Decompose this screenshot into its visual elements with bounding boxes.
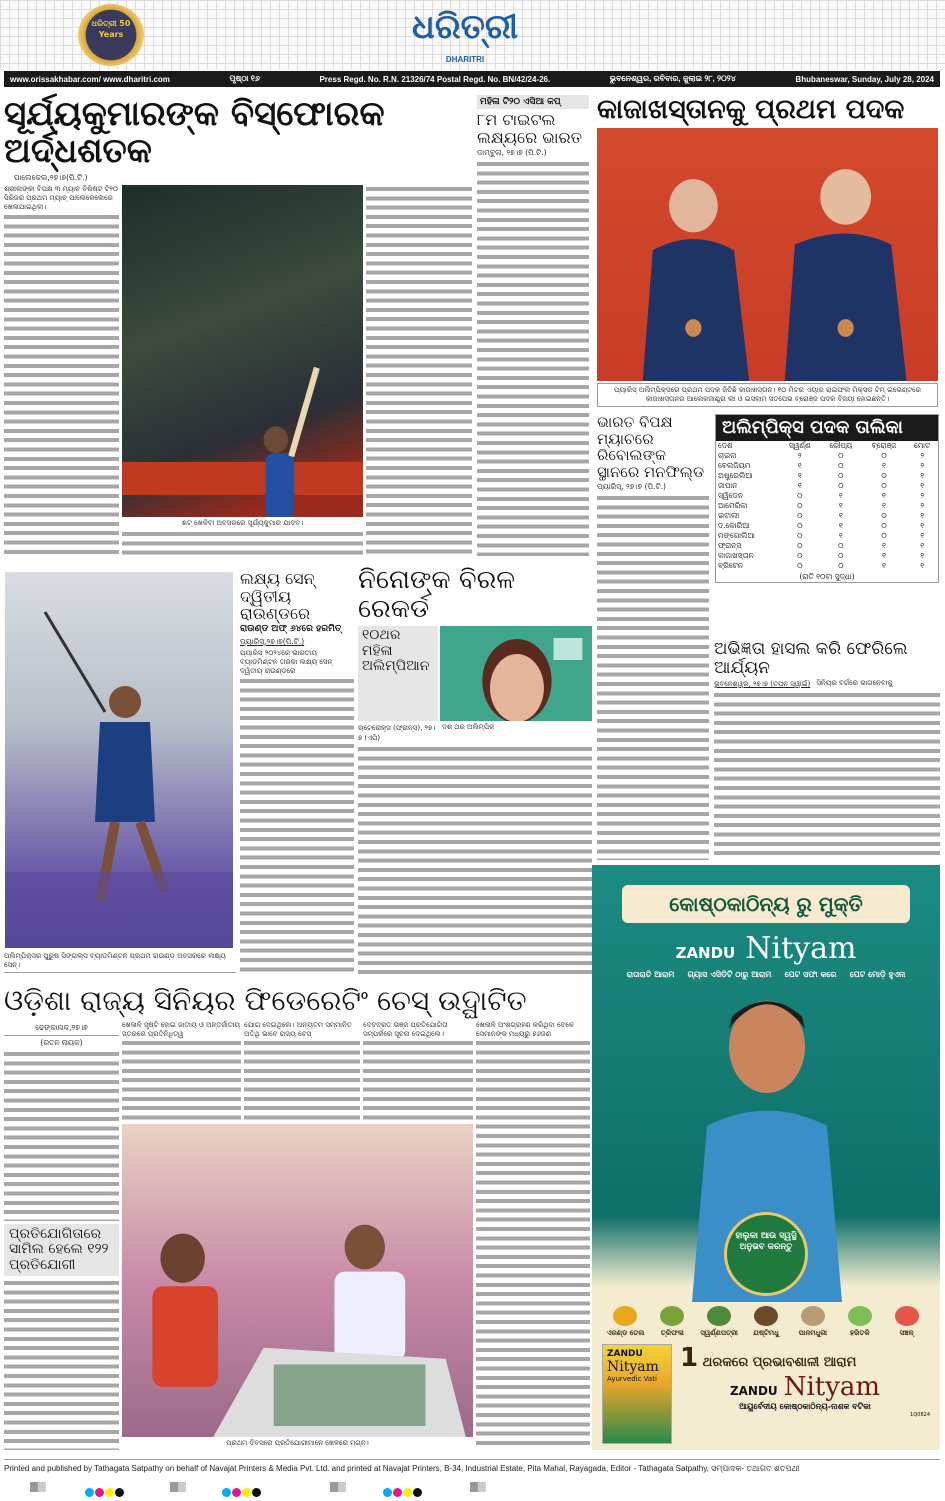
medal-cell: ୦: [838, 551, 844, 560]
ninon-feature-row: [358, 626, 592, 721]
medal-cell: ୦: [797, 561, 803, 570]
india-match-body: [597, 494, 709, 860]
medal-row: [716, 461, 938, 471]
india-match-article: [597, 414, 709, 860]
medal-cell: ୧: [882, 501, 886, 510]
ad-ingredient: [789, 1306, 836, 1338]
ninon-byline: ଚାଟେରୋକ୍ସ (ଫ୍ରାନ୍ସ), ୨୭।୭ (ଏପି): [358, 724, 436, 743]
aryan-headline: ଅଭିଜ୍ଞତା ହାସଲ କରି ଫେରିଲେ ଆର୍ଯ୍ୟନ: [714, 639, 908, 678]
medal-cell: ୦: [838, 461, 844, 470]
footer-imprint: Printed and published by Tathagata Satpathy on behalf of Navajat Printers & Media Pvt. Ltd. and printed at Navajat Printers, B-34, Industrial Estate, Pita Mahal, Rayagada, Editor - Tathagata Satpathy, ସମ୍ପାଦକ- ତଥାଗତ ଶତପଥୀ: [4, 1464, 800, 1473]
logo-text: ଧରିତ୍ରୀ: [411, 7, 519, 47]
ninon-subhead: ୧୦ଥର ମହିଳା ଅଲିମ୍ପିଆନ: [358, 626, 438, 721]
t20-body: [477, 160, 589, 556]
medal-cell: ଅଷ୍ଟ୍ରେଲିଆ: [718, 471, 753, 480]
medal-row: [716, 501, 938, 511]
lakshya-article: [240, 570, 354, 976]
ninon-byline-row: [358, 721, 592, 745]
medal-cell: ଇଟାଲୀ: [718, 511, 740, 520]
chess-col4-text: ଖେଳାଳି ଅଂଶଗ୍ରହଣ କରିଥିବା ବେଳେ ସେମାନଙ୍କ ମଧ୍ୟରୁ ୭୬ଜଣ: [476, 1020, 574, 1039]
chess-caption: ପ୍ରଥମ ଦିବସରେ ପ୍ରତିଯୋଗୀମାନେ ଖେଳରେ ମଗ୍ନ।: [226, 1439, 369, 1447]
registration-square: [170, 1482, 186, 1492]
ingredient-icon: [848, 1306, 872, 1326]
lakshya-headline: ଲକ୍ଷ୍ୟ ସେନ୍ ଦ୍ୱିତୀୟ ରାଉଣ୍ଡରେ: [240, 569, 315, 624]
t20-headline: ୮ମ ଟାଇଟଲ ଲକ୍ଷ୍ୟରେ ଭାରତ: [477, 110, 583, 147]
medal-cell: ୦: [881, 451, 887, 460]
chess-byline: ଢେଙ୍କାନାଳ,୨୭।୭: [4, 1021, 119, 1036]
suryakumar-photo: [122, 185, 363, 517]
medal-cell: ୧: [920, 551, 925, 560]
registration-marks: [0, 1482, 945, 1494]
lakshya-subhead: ରାଉଣ୍ଡ ଅଫ୍ ୬୪ରେ ହରମିତ୍: [240, 623, 342, 634]
medal-cell: ୦: [838, 561, 844, 570]
ingredient-icon: [613, 1306, 637, 1326]
anniversary-logo: ଧରିତ୍ରୀ 50 Years: [78, 4, 144, 66]
ad-ingredient: [883, 1306, 930, 1338]
medal-cell: ୦: [838, 481, 844, 490]
t20-byline: ଡାମ୍ବୁଲା, ୨୭।୭ (ପି.ଟି.): [477, 148, 547, 158]
ad-ingredient: [696, 1306, 743, 1338]
suryakumar-columns: [4, 185, 472, 556]
ad-product: Nityam: [745, 931, 857, 966]
ingredient-label: ଏରଣ୍ଡ ତେଲ: [606, 1329, 645, 1337]
lakshya-caption: ଅଲିମ୍ପିକ୍ସର ପୁରୁଷ ସିଙ୍ଗଲ୍ସ ବ୍ୟାଡମିଣ୍ଟନ ପ୍ରଥମ ରାଉଣ୍ଡ ଅବସରରେ ଲକ୍ଷ୍ୟ ସେନ୍।: [4, 950, 236, 973]
suryakumar-byline: ପାଲେକେଲ,୨୭।୭(ପି.ଟି.): [14, 172, 88, 182]
ingredient-icon: [754, 1306, 778, 1326]
medal-cell: ବ୍ରିଟେନ: [718, 561, 743, 570]
chess-middle: [122, 1021, 473, 1450]
ad-benefits: [622, 970, 910, 980]
medal-cell: ଚାଇନା: [718, 451, 737, 460]
ad-tagline-number: 1: [680, 1343, 699, 1373]
suryakumar-body-right: [366, 185, 472, 556]
ad-subtitle: ଆୟୁର୍ବେଦୀୟ କୋଷ୍ଠକାଠିନ୍ୟ-ନାଶକ ବଟିକା: [739, 1402, 871, 1411]
medal-cell: ୧: [797, 471, 802, 480]
medal-cell: ୦: [797, 501, 803, 510]
medal-cell: ୦: [797, 511, 803, 520]
lakshya-byline: ପ୍ୟାରିସ୍,୨୭।୭(ପି.ଟି.): [240, 636, 305, 646]
medal-row: [716, 511, 938, 521]
kazakhstan-article: [597, 95, 938, 407]
medal-cell: ୧: [882, 541, 886, 550]
chess-body-left-bottom: [4, 1279, 119, 1450]
medal-row: [716, 491, 938, 501]
ad-ingredient: [602, 1306, 649, 1338]
zandu-nityam-ad[interactable]: [592, 865, 940, 1450]
ad-bottom: [602, 1344, 930, 1444]
date: Bhubaneswar, Sunday, July 28, 2024: [795, 74, 934, 84]
registration-square: [330, 1482, 346, 1492]
color-dots: [222, 1482, 262, 1501]
ninon-headline: ନିନୋଙ୍କ ବିରଳ ରେକର୍ଡ: [358, 565, 516, 624]
ninon-body: [358, 745, 592, 976]
text-lines: [476, 1039, 590, 1450]
medal-cell: ୨: [920, 461, 925, 470]
medal-header: ମୋଟ: [914, 441, 931, 450]
ad-hero: [602, 980, 930, 1302]
medal-row: [716, 531, 938, 541]
medal-table-note: (ରାତି ୧୦ଟା ସୁଦ୍ଧା): [799, 572, 855, 581]
medal-cell: ୦: [881, 531, 887, 540]
medal-cell: ସ୍ୱିଡେନ: [718, 491, 744, 500]
chess-col3-text: ଦେବବ୍ରତ ଭଞ୍ଜ ପ୍ରତିଯୋଗିତା ସମ୍ପର୍କରେ ସୂଚନା ଦେଇଥିଲେ।: [363, 1020, 448, 1039]
medal-header: ସ୍ୱର୍ଣ୍ଣ: [788, 441, 811, 450]
india-match-byline: ପ୍ୟାରିସ୍, ୨୭।୭ (ପି.ଟି.): [597, 482, 666, 491]
ad-ingredient: [743, 1306, 790, 1338]
medal-cell: ୧: [882, 551, 886, 560]
medal-cell: ୦: [838, 541, 844, 550]
ad-product-2: Nityam: [783, 1372, 881, 1402]
color-dots: [383, 1482, 423, 1501]
newspaper-logo: [365, 2, 565, 68]
ingredient-label: ପାନମଧୁରୀ: [798, 1329, 828, 1337]
medal-cell: ଫ୍ରାନ୍ସ: [718, 541, 742, 550]
ad-benefit: ପେଟ ସଫା କରେ: [784, 970, 837, 979]
ad-badge: ହାଲୁକା ଆଉ ସ୍ୱସ୍ଥି ଅନୁଭବ କରନ୍ତୁ: [724, 1212, 808, 1296]
ingredient-label: ସଞ୍ଚଳ୍: [899, 1329, 914, 1337]
ad-brand-row-2: [680, 1372, 930, 1402]
chess-col1: [122, 1021, 241, 1121]
ad-banner: କୋଷ୍ଠକାଠିନ୍ୟ ରୁ ମୁକ୍ତି: [622, 885, 910, 923]
medal-cell: ୧: [838, 491, 843, 500]
chess-reporter: (ରତନ ନାୟକ): [40, 1037, 83, 1047]
suryakumar-article: [4, 96, 472, 556]
suryakumar-headline: ସୂର୍ଯ୍ୟକୁମାରଙ୍କ ବିସ୍ଫୋରକ ଅର୍ଦ୍ଧଶତକ: [4, 94, 385, 172]
ad-benefit: ରାତାରାତି ଆରାମ: [626, 970, 675, 979]
suryakumar-body: [4, 185, 119, 556]
color-dots: [85, 1482, 125, 1501]
medal-row: [716, 551, 938, 561]
medal-cell: କାଜାଖସ୍ତାନ: [718, 551, 754, 560]
ninon-lead: ଦଶ ଥର ଅଲିମ୍ପିକ: [442, 723, 495, 732]
medal-cell: ୦: [881, 521, 887, 530]
logo-subtext: DHARITRI: [445, 55, 485, 64]
ingredient-icon: [801, 1306, 825, 1326]
chess-col1-text: ଖେଳାଳି ସୃଷ୍ଟି ହୋଇ ଜାତୀୟ ଓ ଅନ୍ତର୍ଜାତୀୟ ସ୍ତରରେ ପ୍ରତିନିଧିତ୍ୱ: [122, 1020, 241, 1039]
kazakhstan-photo: [597, 128, 938, 381]
medal-cell: ଦ.କୋରିଆ: [718, 521, 750, 530]
medal-cell: ଆମେରିକା: [718, 501, 748, 510]
odia-date: ଭୁବନେଶ୍ୱର, ରବିବାର, ଜୁଲାଇ ୨୮, ୨୦୨୪: [609, 74, 736, 83]
pack-label: Ayurvedic Vati: [607, 1375, 657, 1383]
medal-row: [716, 451, 938, 461]
ingredient-icon: [895, 1306, 919, 1326]
ingredient-label: ହରିତକି: [849, 1329, 870, 1337]
aryan-body: [714, 691, 940, 860]
medal-cell: ୧: [838, 521, 843, 530]
medal-row: [716, 481, 938, 491]
medal-cell: ୧: [797, 481, 802, 490]
aryan-lead: ସିନିୟର ବର୍ଗରେ ଭାଗନେବାକୁ: [816, 679, 893, 688]
ninon-article: [358, 566, 592, 976]
ad-brand-row: [602, 931, 930, 966]
ad-ingredient: [836, 1306, 883, 1338]
registration-square: [30, 1482, 46, 1492]
chess-col2-text: ଯୋଗ ଦେଇଥିଲେ। ଅନ୍ୟତମ ସମ୍ମାନିତ ଅତିଥି ଭାବେ ରାଜ୍ୟ ଚେସ୍: [244, 1020, 352, 1039]
chess-top-columns: [122, 1021, 473, 1121]
medal-cell: ୦: [797, 541, 803, 550]
chess-photo: [122, 1124, 473, 1437]
medal-cell: ୧: [882, 491, 886, 500]
medal-cell: ୧: [838, 501, 843, 510]
text-lines: [363, 1039, 473, 1120]
suryakumar-photo-column: [122, 185, 363, 556]
lakshya-body: [240, 677, 354, 976]
india-match-headline: ଭାରତ ବିପକ୍ଷ ମ୍ୟାଚରେ ରିବୋଲଙ୍କ ସ୍ଥାନରେ ମନଫିଲ୍ଡ: [597, 413, 705, 481]
medal-cell: ୦: [881, 511, 887, 520]
medal-cell: ୦: [797, 521, 803, 530]
medal-cell: ୦: [838, 451, 844, 460]
medal-cell: ୨: [920, 451, 925, 460]
medal-cell: ୦: [797, 491, 803, 500]
medal-table: [715, 414, 939, 583]
website[interactable]: www.orissakhabar.com/ www.dharitri.com: [10, 74, 170, 84]
medal-cell: ୧: [838, 511, 843, 520]
chess-col4: [476, 1021, 590, 1450]
text-lines: [244, 1039, 360, 1120]
registration-square: [470, 1482, 486, 1492]
suryakumar-caption: ଶଟ୍ ଖେଳିବା ଅବସରରେ ସୂର୍ଯ୍ୟକୁମାର ଯାଦବ।: [181, 519, 304, 527]
t20-article: [477, 95, 589, 556]
suryakumar-body-bottom: [122, 530, 363, 556]
text-lines: [4, 213, 119, 556]
ad-ingredient: [649, 1306, 696, 1338]
medal-cell: ୦: [797, 531, 803, 540]
medal-cell: ୧: [920, 561, 925, 570]
aryan-article: [714, 640, 940, 860]
aryan-byline: ଭୁବନେଶ୍ୱର, ୨୭।୭ (ତପନ ସ୍ୱାଇଁ): [714, 680, 811, 689]
ad-ingredients: [602, 1306, 930, 1338]
medal-cell: ୦: [838, 471, 844, 480]
medal-row: [716, 561, 938, 571]
medal-cell: ୨: [920, 501, 925, 510]
suryakumar-lead: ଶ୍ରୀଲଙ୍କା ବିପକ୍ଷ ୩ ମ୍ୟାଚ ବିଶିଷ୍ଟ ଟି୨୦ ସିରିଜର ପ୍ରଥମ ମ୍ୟାଚ୍ ପାଲେକେଲେରେ ଖେଳାଯାଇଥିଲା।: [4, 184, 118, 212]
medal-header: ଦେଶ: [718, 441, 733, 450]
ingredient-icon: [707, 1306, 731, 1326]
ad-product-pack: [602, 1344, 672, 1444]
page-number: ପୃଷ୍ଠା ୧୬: [229, 74, 260, 83]
ad-tagline-text: ଥରକରେ ପ୍ରଭାବଶାଳୀ ଆରାମ: [702, 1355, 857, 1370]
kazakhstan-caption: ପ୍ୟାରିସ୍ ଅଲିମ୍ପିକ୍ସରେ ପ୍ରଥମ ପଦକ ଜିତିଛି କାଜାଖସ୍ତାନ। ୧୦ ମିଟର ଏୟାର ରାଇଫଲ ମିକ୍ସଡ ଟିମ୍ ଇଭେଣ୍ଟରେ କାଜାଖସ୍ତାନର ଆଲେକଜାଣ୍ଡ୍ରା ଲୀ ଓ ଇସଲାମ ସତପେଭ ବ୍ରୋଞ୍ଜ ପଦକ ବିଜୟୀ ହୋଇଛନ୍ତି।: [597, 383, 938, 407]
medal-cell: ୦: [881, 471, 887, 480]
medal-cell: ବେଲଜିୟମ: [718, 461, 751, 470]
medal-cell: ୧: [920, 521, 925, 530]
medal-table-grid: [716, 441, 938, 571]
ad-tagline: [680, 1344, 930, 1372]
medal-cell: ୧: [920, 531, 925, 540]
kazakhstan-headline: କାଜାଖସ୍ତାନକୁ ପ୍ରଥମ ପଦକ: [597, 94, 905, 125]
t20-kicker: ମହିଳା ଟି୨୦ ଏସିଆ କପ୍: [477, 95, 589, 109]
chess-subhead: ପ୍ରତିଯୋଗିତାରେ ସାମିଲ ହେଲେ ୧୨୨ ପ୍ରତିଯୋଗୀ: [4, 1224, 119, 1276]
ad-brand: ZANDU: [675, 944, 736, 962]
ingredient-label: ଯଷ୍ଟିମଧୁ: [753, 1329, 779, 1337]
text-lines: [122, 1039, 241, 1120]
medal-cell: ୦: [881, 481, 887, 490]
chess-col2: [244, 1021, 360, 1121]
lakshya-lead: ପ୍ୟାରିସ୍ ୨୦୨୪ରେ ଭାରତୀୟ ବ୍ୟାଡମିଣ୍ଟନ ତାରକା ଲକ୍ଷ୍ୟ ସେନ୍ ଦ୍ୱିତୀୟ ରାଉଣ୍ଡରେ: [240, 648, 333, 676]
medal-cell: ୨: [797, 451, 802, 460]
pack-product: Nityam: [607, 1359, 659, 1375]
aryan-byline-row: [714, 677, 940, 691]
medal-cell: ଜାପାନ: [718, 481, 738, 490]
medal-cell: ୦: [797, 551, 803, 560]
chess-body-left: [4, 1050, 119, 1221]
medal-cell: ୧: [920, 541, 925, 550]
chess-col3: [363, 1021, 473, 1121]
medal-cell: ୧: [920, 471, 925, 480]
chess-article: [4, 986, 590, 1450]
chess-left-column: [4, 1021, 119, 1450]
ingredient-icon: [660, 1306, 684, 1326]
ingredient-label: ସ୍ୱର୍ଣ୍ଣପତ୍ରୀ: [700, 1329, 738, 1337]
medal-cell: ୧: [920, 511, 925, 520]
medal-cell: ୧: [882, 561, 886, 570]
medal-cell: ୧: [882, 461, 886, 470]
info-bar: [4, 71, 940, 87]
ninon-photo: [440, 626, 592, 721]
lakshya-photo: [5, 572, 233, 948]
registration: Press Regd. No. R.N. 21326/74 Postal Regd. No. BN/42/24-26.: [319, 74, 551, 84]
medal-cell: ୧: [838, 531, 843, 540]
medal-row: [716, 521, 938, 531]
ad-benefit: ଗ୍ୟାସ ଏସିଡିଟି ଠାରୁ ଆରାମ: [687, 970, 772, 979]
ad-code: 1Q0824: [910, 1412, 930, 1418]
footer-divider: [4, 1459, 940, 1460]
ingredient-label: ତ୍ରିଫଳା: [660, 1329, 684, 1337]
chess-headline: ଓଡ଼ିଶା ରାଜ୍ୟ ସିନିୟର ଫିଡେରେଟିଂ ଚେସ୍ ଉଦ୍ଘାଟିତ: [4, 984, 527, 1017]
medal-header: ବ୍ରୋଞ୍ଜ: [871, 441, 897, 450]
medal-cell: ମଙ୍ଗୋଲିଆ: [718, 531, 755, 540]
medal-cell: ୧: [797, 461, 802, 470]
medal-row: [716, 541, 938, 551]
ad-benefit: ପେଟ ମୋଡ଼ି ହୁଏନା: [849, 970, 906, 979]
medal-table-title: ଅଲିମ୍ପିକ୍ସ ପଦକ ତାଲିକା: [716, 415, 938, 441]
pack-brand: ZANDU: [607, 1349, 643, 1359]
medal-header: ରୌପ୍ୟ: [829, 441, 853, 450]
medal-cell: ୨: [920, 491, 925, 500]
medal-row: [716, 471, 938, 481]
medal-cell: ୧: [920, 481, 925, 490]
ad-brand-2: ZANDU: [729, 1384, 778, 1398]
chess-columns: [4, 1021, 590, 1450]
ad-bottom-text: [680, 1344, 930, 1419]
